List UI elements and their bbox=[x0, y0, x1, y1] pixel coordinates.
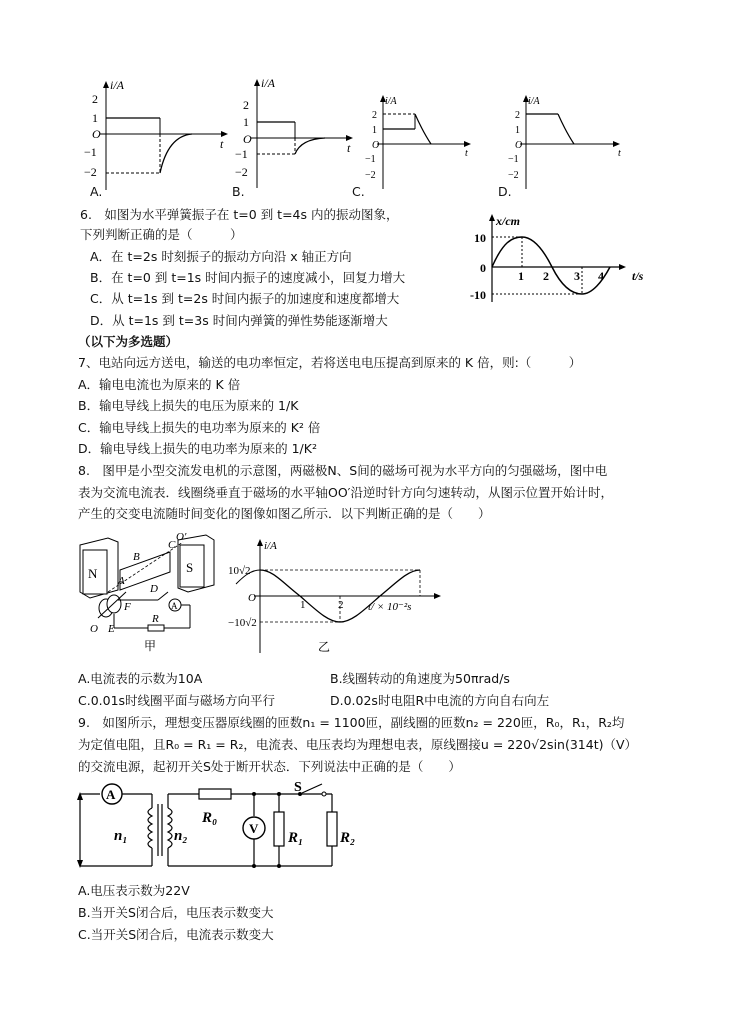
graph-b-y-axis: i/A bbox=[261, 76, 275, 90]
graph-b-tick-m2: −2 bbox=[235, 165, 248, 179]
graph-a bbox=[80, 78, 230, 198]
q8-label-r: R bbox=[152, 613, 159, 625]
q7-option-c: C．输电导线上损失的电功率为原来的 K² 倍 bbox=[78, 420, 321, 435]
q8-label-a: A bbox=[118, 575, 125, 587]
q8-label-op: O′ bbox=[176, 531, 187, 543]
q8-option-d: D.0.02s时电阻R中电流的方向自右向左 bbox=[330, 693, 550, 708]
graph-a-y-axis: i/A bbox=[110, 78, 124, 92]
graph-c-x-axis: t bbox=[465, 148, 468, 159]
section-multi-choice: （以下为多选题） bbox=[78, 334, 179, 349]
graph-d-tick-2: 2 bbox=[515, 110, 520, 121]
q9-label-r0: R₀ bbox=[202, 810, 218, 826]
q6-graph-x-axis: t/s bbox=[632, 269, 644, 283]
graph-a-tick-m2: −2 bbox=[84, 165, 97, 179]
graph-d-y-axis: i/A bbox=[528, 96, 540, 107]
q8-graph-tick-1: 1 bbox=[300, 599, 306, 611]
q8-magnet-s: S bbox=[186, 560, 194, 575]
graph-a-tick-o: O bbox=[92, 127, 101, 141]
graph-c-tick-1: 1 bbox=[372, 125, 377, 136]
graph-d-tick-o: O bbox=[515, 140, 523, 151]
graph-d bbox=[508, 94, 638, 194]
q9-option-a: A.电压表示数为22V bbox=[78, 883, 190, 898]
q8-graph-y-top: 10√2 bbox=[228, 565, 251, 577]
q8-option-b: B.线圈转动的角速度为50πrad/s bbox=[330, 671, 510, 686]
q9-label-n2: n₂ bbox=[174, 828, 188, 844]
q8-stem-line3: 产生的交变电流随时间变化的图像如图乙所示．以下判断正确的是（ ） bbox=[78, 506, 491, 521]
graph-b bbox=[225, 76, 375, 196]
q9-stem-line1: 9. 如图所示，理想变压器原线圈的匝数n₁ = 1100匝，副线圈的匝数n₂ = 220匝，R₀，R₁，R₂均 bbox=[78, 715, 625, 730]
q6-graph-y-bottom: -10 bbox=[470, 288, 486, 302]
graph-c-tick-m2: −2 bbox=[365, 170, 376, 181]
q6-stem-line2: 下列判断正确的是（ ） bbox=[80, 227, 243, 242]
q8-label-e: E bbox=[108, 623, 115, 635]
q9-option-c: C.当开关S闭合后，电流表示数变大 bbox=[78, 927, 274, 942]
q8-graph-x-axis: t/ × 10⁻²s bbox=[368, 601, 412, 613]
q6-option-a: A．在 t=2s 时刻振子的振动方向沿 x 轴正方向 bbox=[90, 249, 352, 264]
q8-option-a: A.电流表的示数为10A bbox=[78, 671, 203, 686]
q7-stem: 7、电站向远方送电，输送的电功率恒定，若将送电电压提高到原来的 K 倍，则:（ ） bbox=[78, 355, 582, 370]
graph-b-letter: B. bbox=[232, 184, 245, 199]
q8-stem-line1: 8. 图甲是小型交流发电机的示意图，两磁极N、S间的磁场可视为水平方向的匀强磁场，图中电 bbox=[78, 463, 608, 478]
q8-graph-zero: O bbox=[248, 592, 256, 604]
graph-a-tick-2: 2 bbox=[92, 92, 98, 106]
q8-ammeter-label: A bbox=[171, 601, 178, 611]
q9-stem-line3: 的交流电源，起初开关S处于断开状态．下列说法中正确的是（ ） bbox=[78, 759, 461, 774]
q6-graph-tick-3: 3 bbox=[574, 269, 580, 283]
q8-caption-yi: 乙 bbox=[318, 640, 331, 654]
graph-d-letter: D. bbox=[498, 184, 512, 199]
graph-d-x-axis: t bbox=[618, 148, 621, 159]
q7-option-b: B．输电导线上损失的电压为原来的 1/K bbox=[78, 398, 299, 413]
q8-caption-jia: 甲 bbox=[144, 639, 157, 653]
graph-b-tick-2: 2 bbox=[243, 98, 249, 112]
q8-graph-y-bottom: −10√2 bbox=[228, 617, 257, 629]
q9-label-n1: n₁ bbox=[114, 828, 128, 844]
q9-voltmeter-label: V bbox=[249, 821, 259, 836]
graph-a-tick-1: 1 bbox=[92, 111, 98, 125]
q8-label-d: D bbox=[150, 583, 158, 595]
q6-stem-line1: 6. 如图为水平弹簧振子在 t=0 到 t=4s 内的振动图象， bbox=[80, 207, 399, 222]
q8-graph-y-axis: i/A bbox=[264, 540, 277, 552]
q7-option-a: A．输电电流也为原来的 K 倍 bbox=[78, 377, 241, 392]
q8-graph-tick-2: 2 bbox=[338, 599, 344, 611]
graph-c-tick-m1: −1 bbox=[365, 154, 376, 165]
q8-label-b: B bbox=[133, 551, 140, 563]
q6-oscillation-graph bbox=[470, 212, 670, 304]
graph-c-letter: C. bbox=[352, 184, 365, 199]
graph-b-tick-m1: −1 bbox=[235, 147, 248, 161]
graph-a-x-axis: t bbox=[220, 137, 224, 151]
graph-a-letter: A. bbox=[90, 184, 103, 199]
q8-magnet-n: N bbox=[88, 566, 98, 581]
q9-label-r1: R₁ bbox=[288, 830, 304, 846]
graph-b-tick-1: 1 bbox=[243, 115, 249, 129]
q9-ammeter-label: A bbox=[106, 787, 116, 802]
graph-d-tick-m1: −1 bbox=[508, 154, 519, 165]
graph-c-tick-2: 2 bbox=[372, 110, 377, 121]
q8-label-o: O bbox=[90, 623, 98, 635]
graph-d-tick-1: 1 bbox=[515, 125, 520, 136]
graph-c bbox=[365, 94, 485, 194]
q8-stem-line2: 表为交流电流表．线圈绕垂直于磁场的水平轴OO′沿逆时针方向匀速转动，从图示位置开始计时， bbox=[78, 485, 614, 500]
q8-label-c: C bbox=[168, 539, 176, 551]
graph-a-tick-m1: −1 bbox=[84, 145, 97, 159]
q6-option-b: B．在 t=0 到 t=1s 时间内振子的速度减小，回复力增大 bbox=[90, 270, 406, 285]
q6-graph-y-top: 10 bbox=[474, 231, 486, 245]
graph-b-tick-o: O bbox=[243, 132, 252, 146]
q6-graph-y-axis: x/cm bbox=[496, 214, 520, 228]
q6-graph-tick-2: 2 bbox=[543, 269, 549, 283]
q6-option-c: C．从 t=1s 到 t=2s 时间内振子的加速度和速度都增大 bbox=[90, 291, 400, 306]
q9-switch-label: S bbox=[294, 782, 302, 795]
q6-graph-tick-1: 1 bbox=[518, 269, 524, 283]
graph-c-tick-o: O bbox=[372, 140, 380, 151]
q6-graph-zero: 0 bbox=[480, 261, 486, 275]
q8-generator-figure bbox=[78, 530, 233, 655]
q5-graphs bbox=[80, 78, 640, 198]
q6-option-d: D．从 t=1s 到 t=3s 时间内弹簧的弹性势能逐渐增大 bbox=[90, 313, 388, 328]
q8-option-c: C.0.01s时线圈平面与磁场方向平行 bbox=[78, 693, 276, 708]
q7-option-d: D．输电导线上损失的电功率为原来的 1/K² bbox=[78, 441, 317, 456]
q9-label-r2: R₂ bbox=[340, 830, 356, 846]
q9-option-b: B.当开关S闭合后，电压表示数变大 bbox=[78, 905, 274, 920]
q8-label-f: F bbox=[124, 601, 131, 613]
q9-transformer-circuit bbox=[74, 782, 374, 874]
q6-graph-tick-4: 4 bbox=[598, 269, 604, 283]
graph-c-y-axis: i/A bbox=[385, 96, 397, 107]
q9-stem-line2: 为定值电阻，且R₀ = R₁ = R₂，电流表、电压表均为理想电表，原线圈接u = 220√2sin(314t)（V） bbox=[78, 737, 638, 752]
q8-current-graph bbox=[228, 538, 458, 658]
graph-b-x-axis: t bbox=[347, 141, 351, 155]
graph-d-tick-m2: −2 bbox=[508, 170, 519, 181]
